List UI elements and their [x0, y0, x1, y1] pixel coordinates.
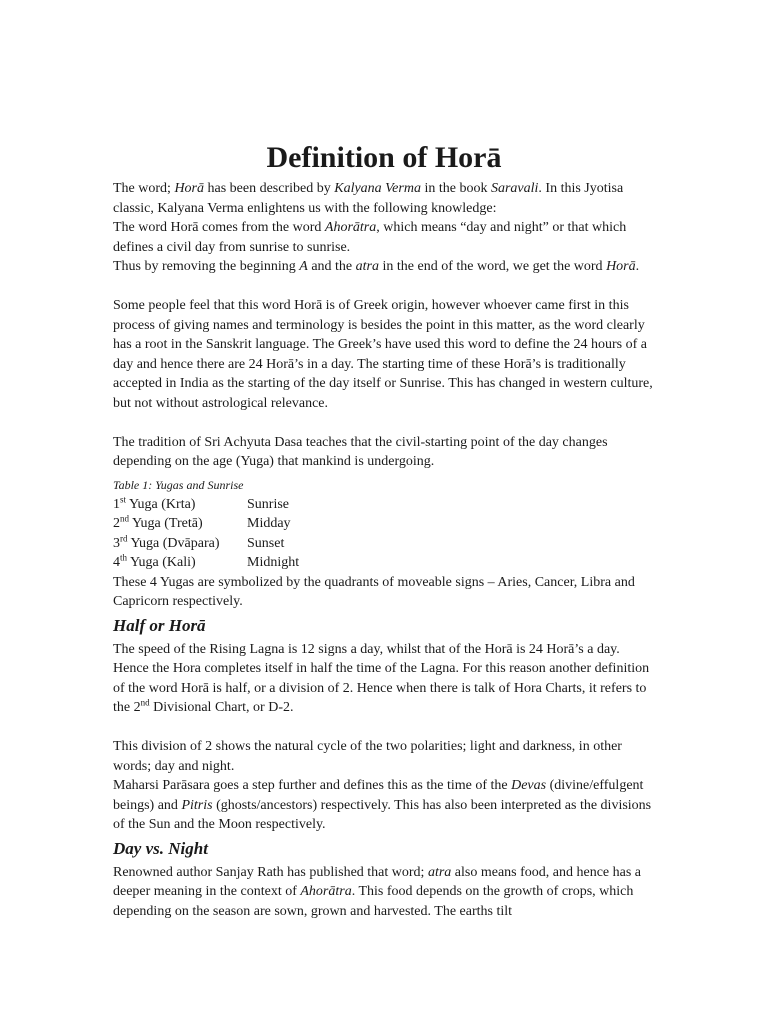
- text: . In this Jyotisa classic, Kalyana Verma enlightens us with the following knowledge:: [113, 181, 624, 216]
- term-atra: atra: [355, 259, 379, 274]
- spacer: [113, 277, 658, 297]
- term-hora: Horā: [606, 259, 636, 274]
- document-body: [113, 179, 658, 921]
- text: Renowned author Sanjay Rath has published that word;: [113, 864, 428, 880]
- yuga-name: 2nd Yuga (Tretā): [113, 513, 203, 531]
- text: The word Horā comes from the word: [113, 220, 325, 235]
- text: and the: [307, 259, 356, 274]
- table-caption: Table 1: Yugas and Sunrise: [113, 477, 244, 492]
- paragraph-tradition: The tradition of Sri Achyuta Dasa teaches that the civil-starting point of the day changes depending on the age (Yuga) that mankind is undergoing.: [113, 434, 608, 469]
- yuga-time: Sunrise: [247, 496, 289, 512]
- paragraph-parasara: [113, 776, 658, 835]
- text: Divisional Chart, or D-2.: [149, 700, 294, 715]
- term-ahoratra: Ahorātra: [300, 884, 352, 899]
- text: .: [635, 259, 640, 274]
- table-row: [113, 495, 658, 515]
- spacer: [113, 413, 658, 433]
- table-row: [113, 553, 658, 573]
- yuga-name: 4th Yuga (Kali): [113, 552, 196, 570]
- text: , which means “day and night” or that which defines a civil day from sunrise to sunrise.: [113, 220, 627, 255]
- yuga-time: Midnight: [247, 555, 300, 570]
- page-title: Definition of Horā: [266, 141, 502, 174]
- table-row: [113, 534, 658, 554]
- book-title: Saravali: [490, 181, 539, 196]
- text: in the book: [420, 181, 491, 196]
- heading-day-vs-night: Day vs. Night: [113, 838, 208, 858]
- term-atra: atra: [427, 864, 452, 880]
- text: in the end of the word, we get the word: [379, 259, 607, 274]
- yuga-name: 3rd Yuga (Dvāpara): [113, 532, 220, 551]
- paragraph-lagna-speed: [113, 640, 658, 718]
- paragraph-intro: [113, 179, 658, 218]
- yuga-name: 1st Yuga (Krta): [113, 493, 196, 512]
- paragraph-polarities: This division of 2 shows the natural cycle of the two polarities; light and darkness, in other words; day and night.: [113, 739, 622, 774]
- text: Maharsi Parāsara goes a step further and defines this as the time of the: [113, 778, 512, 793]
- text: also means food, and hence has a deeper meaning in the context of: [113, 864, 642, 899]
- term-pitris: Pitris: [181, 797, 213, 813]
- term-devas: Devas: [511, 778, 547, 793]
- paragraph-greek-origin: Some people feel that this word Horā is of Greek origin, however whoever came first in this process of giving names and terminology is besides the point in this matter, as the word clearly has a root in the Sanskrit language. The Greek’s have used this word to define the 24 hours of a day and hence there are 24 Horā’s in a day. The starting time of these Horā’s is traditionally accepted in India as the starting of the day itself or Sunrise. This has changed in western culture, but not without astrological relevance.: [113, 298, 653, 411]
- text: (divine/effulgent beings) and: [113, 778, 644, 813]
- text: . This food depends on the growth of crops, which depending on the season are sown, grown and harvested. The earths tilt: [113, 884, 634, 919]
- paragraph-removing: [113, 257, 658, 277]
- paragraph-quadrants: These 4 Yugas are symbolized by the quadrants of moveable signs – Aries, Cancer, Libra and Capricorn respectively.: [113, 574, 635, 609]
- yuga-time: Midday: [247, 516, 291, 531]
- term-a: A: [299, 259, 308, 274]
- term-hora: Horā: [174, 181, 204, 196]
- table-row: [113, 514, 658, 534]
- text: Thus by removing the beginning: [113, 259, 300, 274]
- author-name: Kalyana Verma: [334, 181, 421, 196]
- text: The speed of the Rising Lagna is 12 signs a day, whilst that of the Horā is 24 Horā’s a day. Hence the Hora completes itself in half the time of the Lagna. For this reason another definition of the word Horā is half, or a division of 2. Hence when there is talk of Hora Charts, it refers to the 2: [113, 641, 650, 715]
- term-ahoratra: Ahorātra: [324, 220, 377, 235]
- paragraph-atra-food: [113, 863, 658, 922]
- text: has been described by: [204, 181, 335, 196]
- heading-half-or-hora: Half or Horā: [113, 615, 206, 635]
- yuga-time: Sunset: [247, 535, 285, 551]
- superscript: nd: [140, 697, 150, 708]
- yuga-table: [113, 495, 658, 573]
- text: The word;: [113, 181, 175, 196]
- text: (ghosts/ancestors) respectively. This has also been interpreted as the divisions of the Sun and the Moon respectively.: [113, 797, 652, 832]
- paragraph-ahoratra: [113, 218, 658, 257]
- spacer: [113, 718, 658, 738]
